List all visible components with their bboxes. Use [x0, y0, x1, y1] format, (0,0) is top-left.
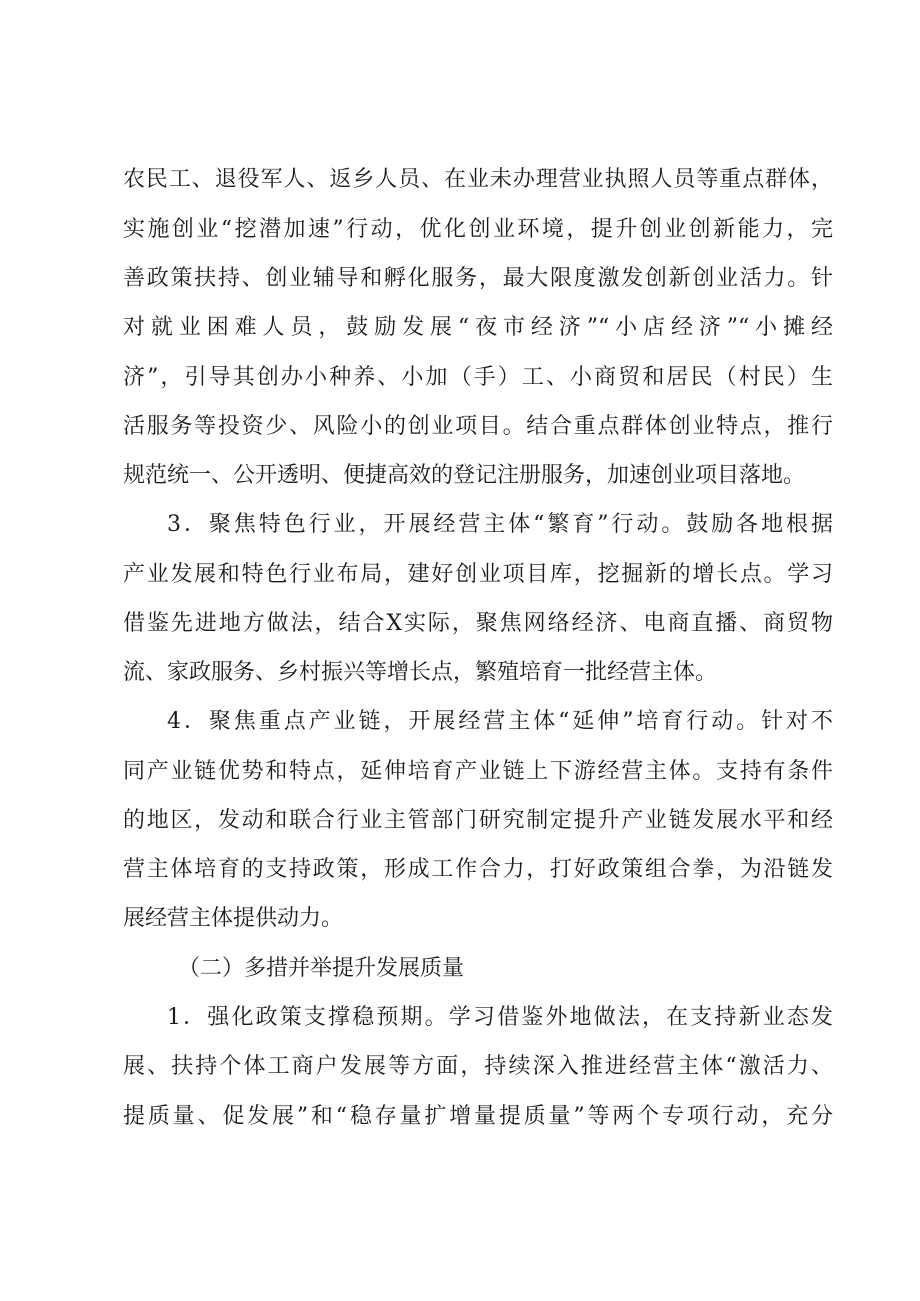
body-text-line: 活服务等投资少、风险小的创业项目。结合重点群体创业特点，推行 [123, 414, 833, 439]
paragraph-item-1-first-line: 1．强化政策支撑稳预期。学习借鉴外地做法，在支持新业态发 [167, 1005, 833, 1030]
body-text-line: 营主体培育的支持政策，形成工作合力，打好政策组合拳，为沿链发 [123, 857, 833, 882]
body-text-line: 提质量、促发展”和“稳存量扩增量提质量”等两个专项行动，充分 [123, 1104, 833, 1129]
body-text-line: 展经营主体提供动力。 [123, 906, 344, 931]
body-text-line: 流、家政服务、乡村振兴等增长点，繁殖培育一批经营主体。 [123, 660, 718, 685]
body-text-line: 规范统一、公开透明、便捷高效的登记注册服务，加速创业项目落地。 [123, 463, 806, 488]
section-heading: （二）多措并举提升发展质量 [178, 956, 465, 981]
body-text-line: 借鉴先进地方做法，结合X实际，聚焦网络经济、电商直播、商贸物 [123, 611, 833, 636]
paragraph-item-3-first-line: 3．聚焦特色行业，开展经营主体“繁育”行动。鼓励各地根据 [167, 512, 833, 537]
body-text-line: 同产业链优势和特点，延伸培育产业链上下游经营主体。支持有条件 [123, 759, 833, 784]
body-text-line: 实施创业“挖潜加速”行动，优化创业环境，提升创业创新能力，完 [123, 217, 833, 242]
body-text-line: 济”，引导其创办小种养、小加（手）工、小商贸和居民（村民）生 [123, 365, 833, 390]
paragraph-item-4-first-line: 4．聚焦重点产业链，开展经营主体“延伸”培育行动。针对不 [167, 709, 833, 734]
body-text-line: 展、扶持个体工商户发展等方面，持续深入推进经营主体“激活力、 [123, 1054, 833, 1079]
body-text-line: 善政策扶持、创业辅导和孵化服务，最大限度激发创新创业活力。针 [123, 266, 833, 291]
body-text-line: 产业发展和特色行业布局，建好创业项目库，挖掘新的增长点。学习 [123, 562, 833, 587]
body-text-line: 的地区，发动和联合行业主管部门研究制定提升产业链发展水平和经 [123, 808, 833, 833]
body-text-line: 对就业困难人员，鼓励发展“夜市经济”“小店经济”“小摊经 [123, 315, 833, 340]
body-text-line: 农民工、退役军人、返乡人员、在业未办理营业执照人员等重点群体， [123, 167, 833, 192]
